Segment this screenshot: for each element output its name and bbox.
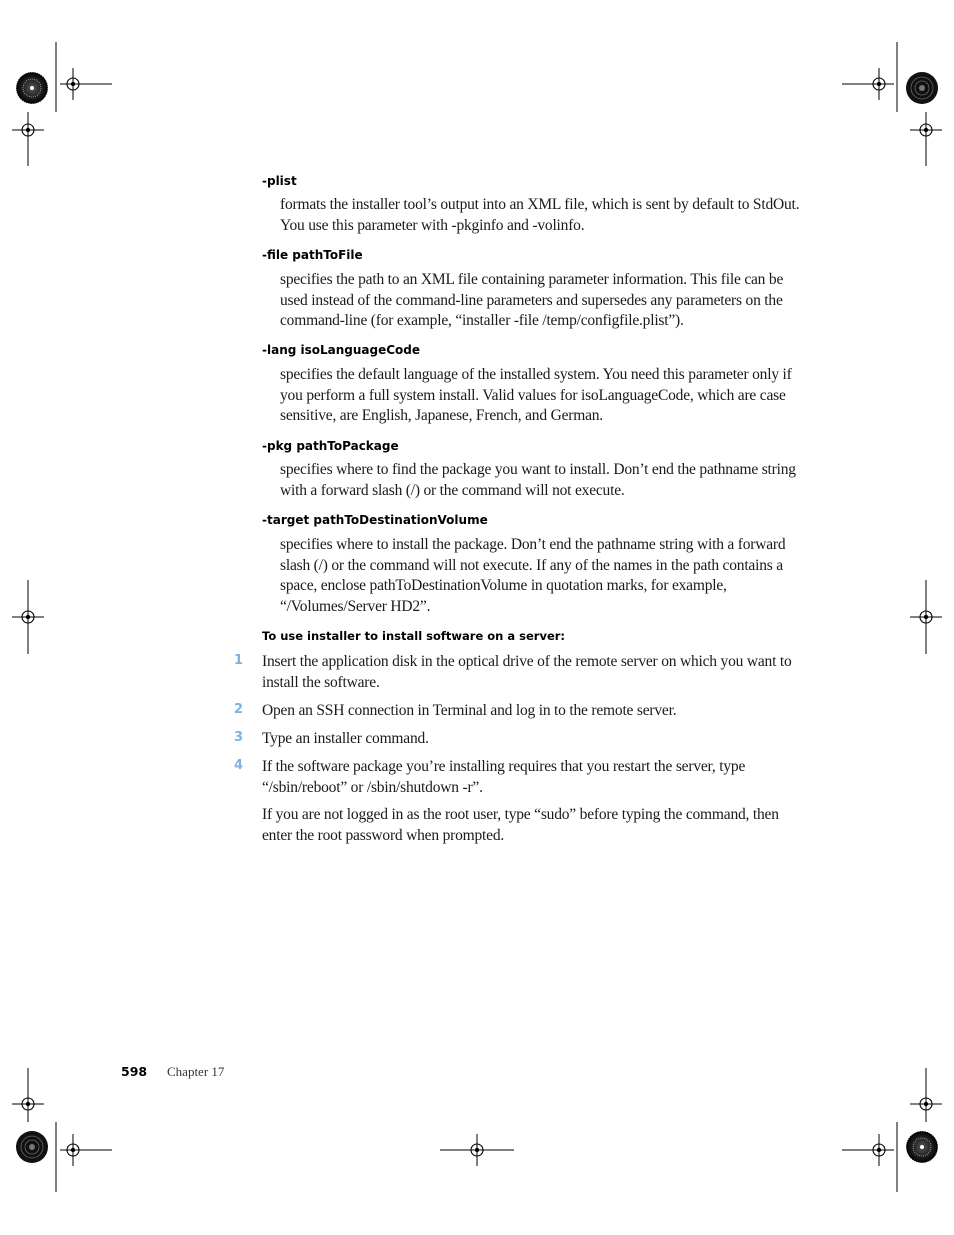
bottom-left-sunburst-mark bbox=[16, 1131, 48, 1163]
option-description-plist: formats the installer tool’s output into an XML file, which is sent by default to StdOut. You use this parameter with -pkginfo and -volinfo. bbox=[280, 196, 800, 234]
step-number: 1 bbox=[234, 653, 244, 668]
procedure-heading: To use installer to install software on a server: bbox=[262, 629, 566, 643]
bottom-left-crop-mark bbox=[12, 1068, 112, 1192]
page-number: 598 bbox=[121, 1064, 148, 1079]
step-number: 4 bbox=[234, 758, 244, 773]
option-term-file: -file pathToFile bbox=[262, 248, 363, 262]
bottom-right-crop-mark bbox=[842, 1068, 942, 1192]
step-text: Type an installer command. bbox=[262, 730, 429, 747]
top-left-crop-mark bbox=[12, 42, 112, 166]
step-text: If the software package you’re installing requires that you restart the server, type “/sbin/reboot” or /sbin/shutdown -r”. bbox=[262, 758, 746, 796]
bottom-right-sunburst-mark bbox=[906, 1131, 938, 1163]
option-description-file: specifies the path to an XML file containing parameter information. This file can be used instead of the command-line parameters and supersedes any parameters on the command-line (for example, “installer -file /temp/configfile.plist”). bbox=[280, 271, 784, 329]
step-number: 3 bbox=[234, 730, 244, 745]
option-term-target: -target pathToDestinationVolume bbox=[262, 513, 488, 527]
top-right-sunburst-mark bbox=[906, 72, 938, 104]
option-description-target: specifies where to install the package. Don’t end the pathname string with a forward slash (/) or the command will not execute. If any of the names in the path contains a space, enclose pathToDestinationVolume in quotation marks, for example, “/Volumes/Server HD2”. bbox=[280, 536, 786, 615]
step-text: Open an SSH connection in Terminal and log in to the remote server. bbox=[262, 702, 677, 719]
top-right-crop-mark bbox=[842, 42, 942, 166]
step-number: 2 bbox=[234, 702, 244, 717]
procedure-note: If you are not logged in as the root user, type “sudo” before typing the command, then enter the root password when prompted. bbox=[262, 806, 779, 844]
chapter-label: Chapter 17 bbox=[167, 1064, 225, 1079]
option-description-lang: specifies the default language of the installed system. You need this parameter only if you perform a full system install. Valid values for isoLanguageCode, which are case sensitive, are English, Japanese, French, and German. bbox=[280, 366, 792, 424]
option-description-pkg: specifies where to find the package you want to install. Don’t end the pathname string with a forward slash (/) or the command will not execute. bbox=[280, 461, 796, 499]
option-term-lang: -lang isoLanguageCode bbox=[262, 343, 421, 357]
option-term-plist: -plist bbox=[262, 174, 297, 188]
step-text: Insert the application disk in the optical drive of the remote server on which you want to install the software. bbox=[262, 653, 792, 691]
top-left-sunburst-mark bbox=[16, 72, 48, 104]
option-term-pkg: -pkg pathToPackage bbox=[262, 439, 399, 453]
